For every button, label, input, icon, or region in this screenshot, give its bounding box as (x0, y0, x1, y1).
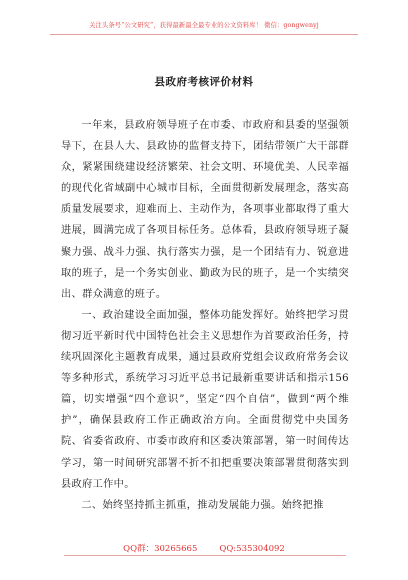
header-divider (50, 34, 358, 35)
document-body (61, 115, 349, 516)
paragraph-intro: 一年来，县政府领导班子在市委、市政府和县委的坚强领导下，在县人大、县政协的监督支持下，团结带领广大干部群众，紧紧围绕建设经济繁荣、社会文明、环境优美、人民幸福的现代化省域副中心城市目标，全面贯彻新发展理念，落实高质量发展要求，迎难而上、主动作为，各项事业都取得了重大进展，圆满完成了各项目标任务。总体看，县政府领导班子凝聚力强、战斗力强、执行落实力强，是一个团结有力、锐意进取的班子，是一个务实创业、勤政为民的班子，是一个实绩突出、群众满意的班子。 (61, 120, 349, 300)
header-banner: 关注头条号“公文研究”，获得最新最全最专业的公文资料库！ 微信：gongwenyj (89, 22, 319, 29)
footer-qq: QQ:535304092 (219, 544, 285, 554)
paragraph-section-2: 二、始终坚持抓主抓重，推动发展能力强。始终把推 (81, 499, 324, 511)
footer-contact (0, 542, 408, 554)
document-title: 县政府考核评价材料 (154, 76, 254, 88)
paragraph-section-1: 一、政治建设全面加强，整体功能发挥好。始终把学习贯彻习近平新时代中国特色社会主义思想作为首要政治任务，持续巩固深化主题教育成果，通过县政府党组会议政府常务会议等多种形式，系统学习习近平总书记最新重要讲话和指示156篇，切实增强“四个意识”，坚定“四个自信”，做到“两个维护”，确保县政府工作正确政治方向。全面贯彻党中央国务院、省委省政府、市委市政府和区委决策部署，第一时间传达学习，第一时间研究部署不折不扣把重要决策部署贯彻落实到县政府工作中。 (61, 309, 349, 490)
footer-divider (64, 555, 346, 556)
footer-qq-group: QQ群：30265665 (123, 544, 198, 554)
